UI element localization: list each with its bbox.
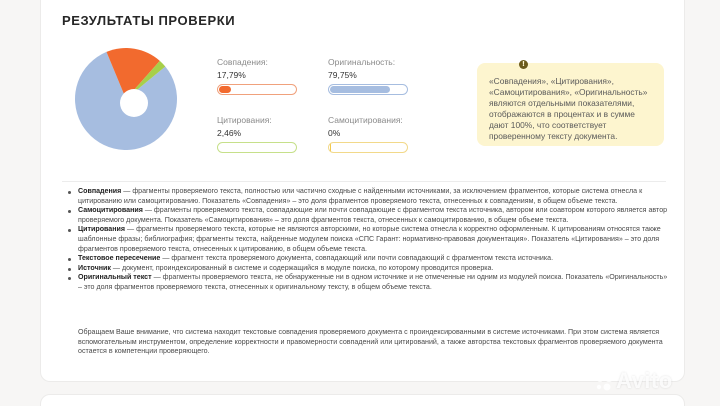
definition-text: — фрагменты проверяемого текста, полностью или частично сходные с найденными источниками, за исключением фрагментов, которые система отнесла к цитированию или самоцитированию. Показатель «Совпадения» – это доля фрагментов проверяемого текста, отнесенных к совпадениям, в общем объеме текста. [78,187,643,205]
metric-matches-value: 17,79% [217,70,246,80]
definition-item [68,225,668,254]
definition-term: Текстовое пересечение [78,254,161,263]
definition-item [68,187,668,206]
definition-text: — фрагменты проверяемого текста, совпадающие или почти совпадающие с фрагментом текста источника, автором или соавтором которого является автор проверяемого документа. Показатель «Самоцитирования» – это доля фрагментов текста, отнесенных к самоцитированию, в общем объеме текста. [78,206,668,224]
info-icon: ! [519,60,528,69]
definition-term: Совпадения [78,187,122,195]
metric-self-citations [328,115,403,138]
matches-progress-fill [219,86,231,93]
definition-item [68,273,668,292]
definition-text: — документ, проиндексированный в системе и содержащийся в модуле поиска, по которому проводится проверка. [110,263,494,272]
matches-progress-bar [217,84,297,95]
metric-originality-value: 79,75% [328,70,357,80]
divider [62,181,666,182]
metric-matches [217,57,268,80]
definition-term: Цитирования [78,225,126,234]
avito-logo-icon [594,371,616,393]
originality-progress-bar [328,84,408,95]
definition-term: Источник [78,263,111,272]
definition-text: — фрагменты проверяемого текста, не обнаруженные ни в одном источнике и не отмеченные ни одним из модулей поиска. Показатель «Оригинальность» – это доля фрагментов проверяемого текста, отнесенных к оригинальному тексту, в общем объеме текста. [78,273,668,291]
metric-originality [328,57,395,80]
results-title: РЕЗУЛЬТАТЫ ПРОВЕРКИ [62,13,236,28]
citations-progress-bar [217,142,297,153]
info-note: «Совпадения», «Цитирования», «Самоцитирования», «Оригинальность» являются отдельными показателями, отображаются в процентах и в сумме дают 100%, что соответствует проверенному тексту документа. [477,63,664,146]
footnote: Обращаем Ваше внимание, что система находит текстовые совпадения проверяемого документа с проиндексированными в системе источниками. При этом система является вспомогательным инструментом, определение корректности и правомерности совпадений или цитирований, а также авторства текстовых фрагментов проверяемого документа остается в компетенции проверяющего. [78,328,663,356]
self-citations-progress-fill [330,144,331,151]
metric-citations-value: 2,46% [217,128,242,138]
metric-self-citations-value: 0% [328,128,341,138]
definition-term: Самоцитирования [78,206,143,215]
metric-citations [217,115,272,138]
metric-citations-label: Цитирования: [217,115,272,125]
next-card [40,394,685,406]
definition-item [68,254,668,264]
definition-text: — фрагменты проверяемого текста, которые не являются авторскими, но которые система отнесла к корректно оформленным. К цитированиям относятся также шаблонные фразы; библиография; фрагменты текста, найденные модулем поиска «СПС Гарант: нормативно-правовая документация». Показатель «Цитирования» – это доля фрагментов проверяемого текста, отнесенных к цитированию, в общем объеме текста. [78,225,661,253]
definition-item [68,206,668,225]
definition-item [68,264,668,274]
pie-center-hole [120,89,148,117]
originality-progress-fill [330,86,390,93]
definition-term: Оригинальный текст [78,273,152,282]
metric-originality-label: Оригинальность: [328,57,396,67]
avito-watermark: Avito [616,368,673,393]
results-card [40,0,685,382]
self-citations-progress-bar [328,142,408,153]
metric-self-citations-label: Самоцитирования: [328,115,403,125]
results-pie-chart [61,34,191,164]
definition-text: — фрагмент текста проверяемого документа, совпадающий или почти совпадающий с фрагментом текста источника. [160,254,554,263]
definitions-list [68,187,668,293]
metric-matches-label: Совпадения: [217,57,268,67]
